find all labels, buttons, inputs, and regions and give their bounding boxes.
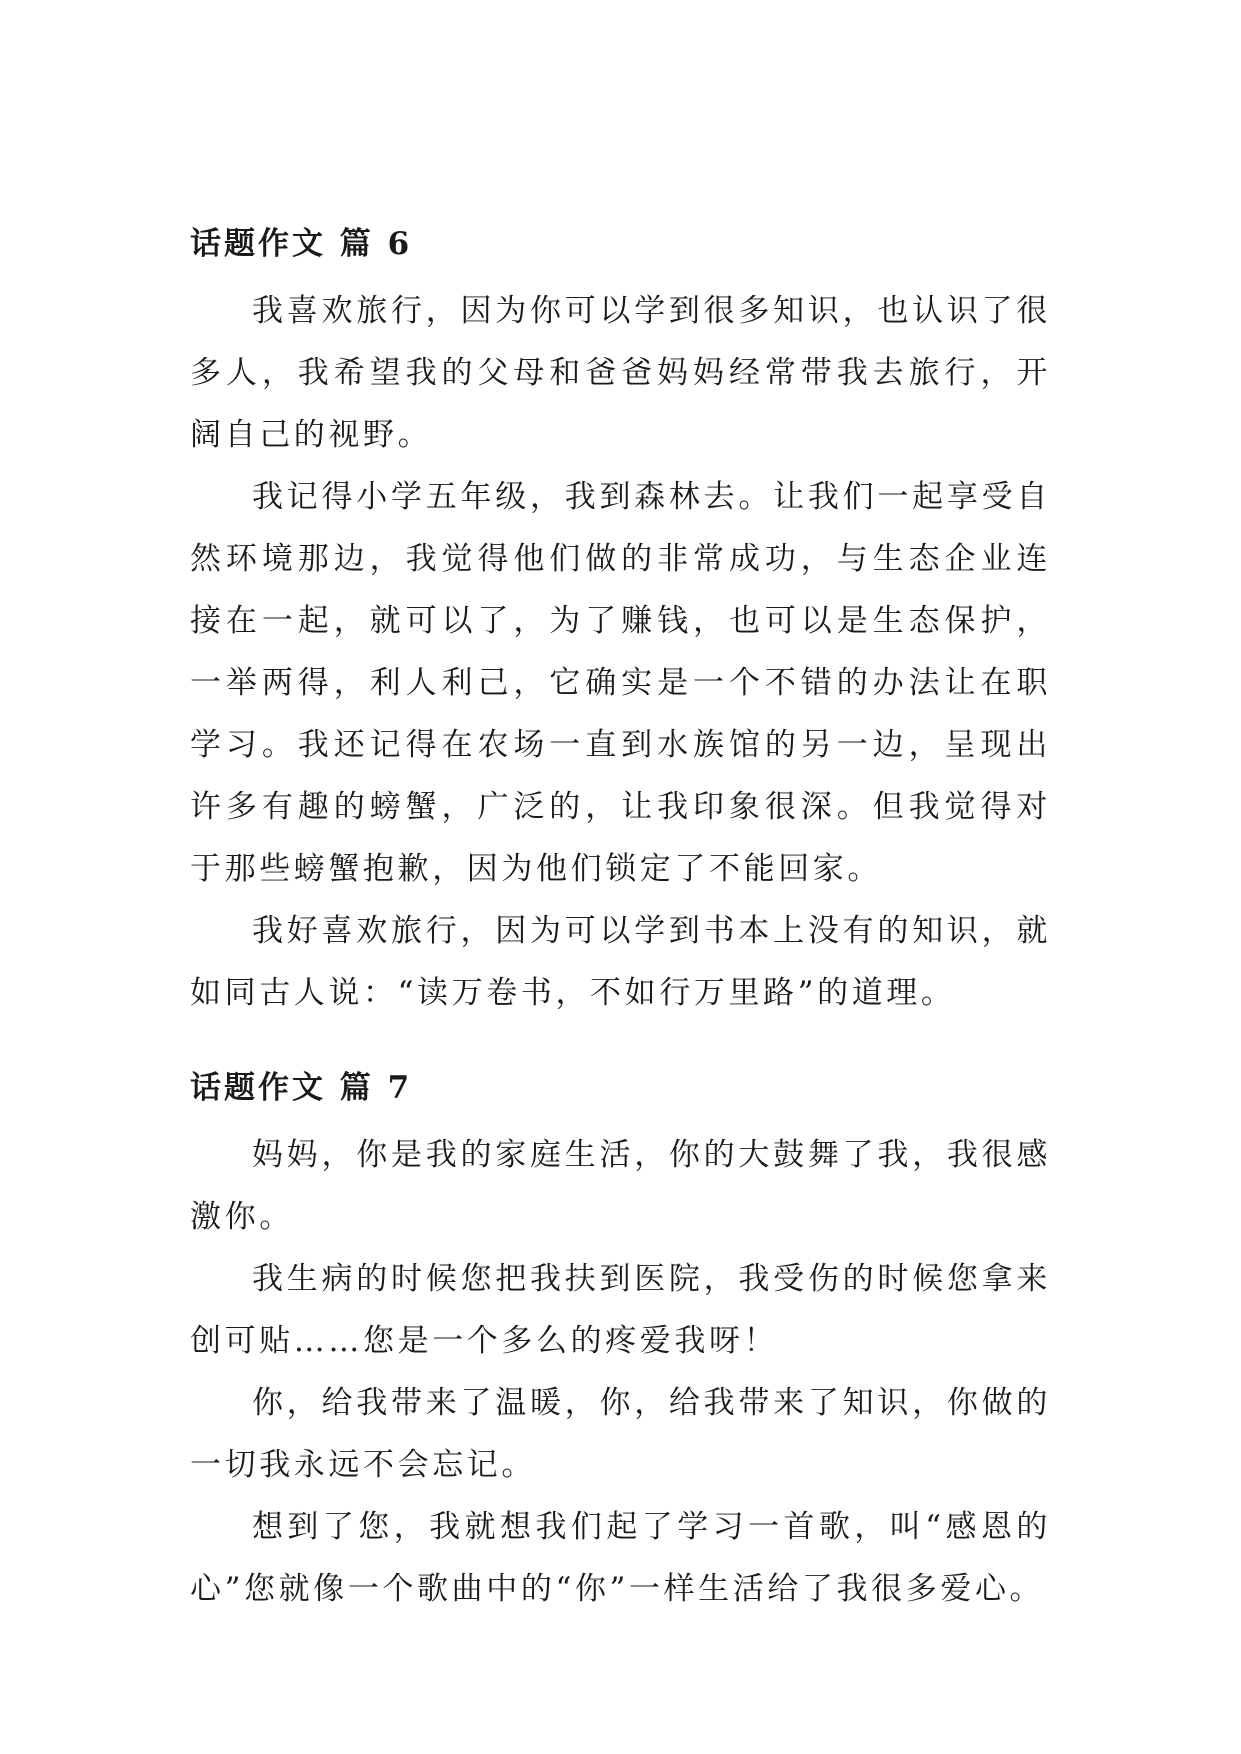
paragraph: 我好喜欢旅行，因为可以学到书本上没有的知识，就如同古人说：“读万卷书，不如行万里路”的道理。 bbox=[190, 913, 1051, 1011]
paragraph: 我生病的时候您把我扶到医院，我受伤的时候您拿来创可贴……您是一个多么的疼爱我呀！ bbox=[190, 1261, 1051, 1359]
section-title: 话题作文 篇 7 bbox=[190, 1070, 413, 1106]
essay-section-7 bbox=[190, 1068, 1051, 1620]
paragraph: 想到了您，我就想我们起了学习一首歌，叫“感恩的心”您就像一个歌曲中的“你”一样生活给了我很多爱心。 bbox=[190, 1509, 1051, 1607]
paragraph: 妈妈，你是我的家庭生活，你的大鼓舞了我，我很感激你。 bbox=[190, 1137, 1051, 1235]
paragraph: 我记得小学五年级，我到森林去。让我们一起享受自然环境那边，我觉得他们做的非常成功，与生态企业连接在一起，就可以了，为了赚钱，也可以是生态保护，一举两得，利人利己，它确实是一个不错的办法让在职学习。我还记得在农场一直到水族馆的另一边，呈现出许多有趣的螃蟹，广泛的，让我印象很深。但我觉得对于那些螃蟹抱歉，因为他们锁定了不能回家。 bbox=[190, 479, 1051, 887]
section-title: 话题作文 篇 6 bbox=[190, 226, 413, 262]
paragraph: 我喜欢旅行，因为你可以学到很多知识，也认识了很多人，我希望我的父母和爸爸妈妈经常带我去旅行，开阔自己的视野。 bbox=[190, 293, 1051, 453]
essay-section-6 bbox=[190, 224, 1051, 1024]
paragraph: 你，给我带来了温暖，你，给我带来了知识，你做的一切我永远不会忘记。 bbox=[190, 1385, 1051, 1483]
